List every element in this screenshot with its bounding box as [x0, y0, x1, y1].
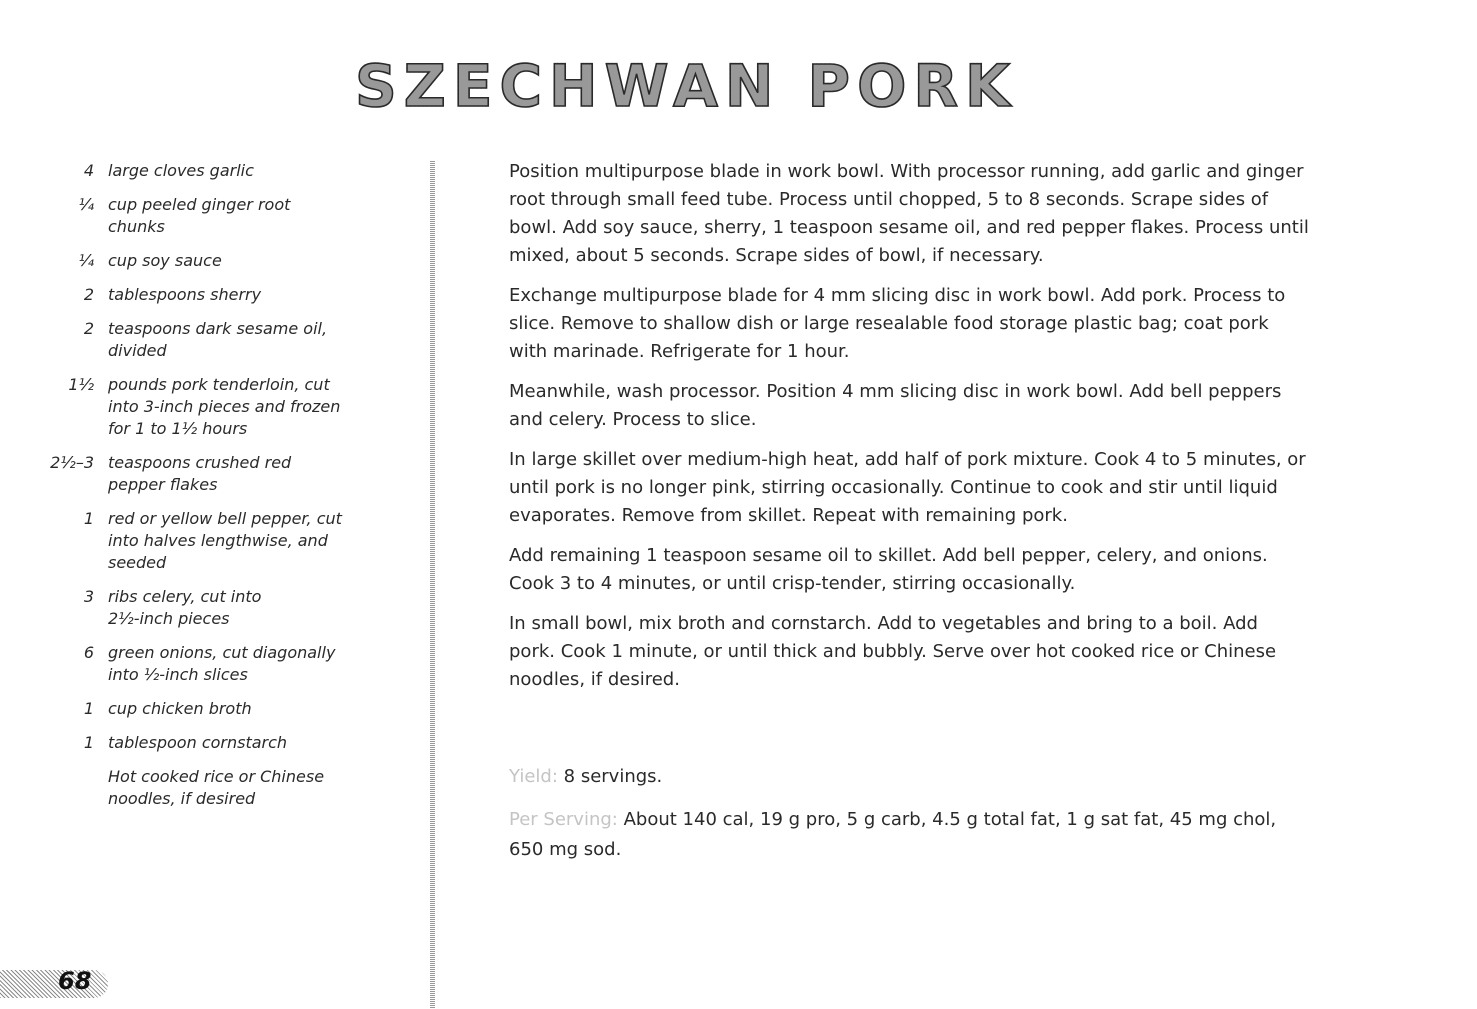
direction-step: Meanwhile, wash processor. Position 4 mm slicing disc in work bowl. Add bell peppers and celery. Process to slice.	[509, 381, 1282, 430]
ingredient-description: cup soy sauce	[108, 251, 222, 270]
directions	[509, 158, 1309, 706]
ingredient-item	[30, 160, 390, 182]
direction-step: In small bowl, mix broth and cornstarch. Add to vegetables and bring to a boil. Add pork. Cook 1 minute, or until thick and bubbly. Serve over hot cooked rice or Chinese noodles, if desired.	[509, 613, 1277, 690]
direction-step: Exchange multipurpose blade for 4 mm slicing disc in work bowl. Add pork. Process to slice. Remove to shallow dish or large resealable food storage plastic bag; coat pork with marinade. Refrigerate for 1 hour.	[509, 285, 1286, 362]
ingredient-quantity: 2	[83, 319, 94, 338]
ingredient-quantity: 1½	[68, 375, 94, 394]
ingredient-quantity: 1	[83, 733, 94, 752]
ingredient-quantity: 3	[83, 587, 94, 606]
ingredient-description: teaspoons dark sesame oil, divided	[108, 319, 328, 360]
ingredient-quantity: 2	[83, 285, 94, 304]
column-divider	[430, 160, 435, 1008]
nutrition-value: About 140 cal, 19 g pro, 5 g carb, 4.5 g total fat, 1 g sat fat, 45 mg chol, 650 mg sod.	[509, 809, 1277, 860]
yield-label: Yield:	[509, 766, 558, 787]
ingredient-description: ribs celery, cut into 2½-inch pieces	[108, 587, 262, 628]
ingredient-quantity: ¼	[78, 195, 94, 214]
direction-step: Position multipurpose blade in work bowl. With processor running, add garlic and ginger root through small feed tube. Process until chopped, 5 to 8 seconds. Scrape sides of bowl. Add soy sauce, sherry, 1 teaspoon sesame oil, and red pepper flakes. Process until mixed, about 5 seconds. Scrape sides of bowl, if necessary.	[509, 161, 1309, 266]
ingredient-quantity: 2½–3	[50, 453, 94, 472]
ingredient-item	[30, 194, 390, 238]
ingredient-description: tablespoon cornstarch	[108, 733, 288, 752]
ingredient-item	[30, 318, 390, 362]
ingredient-item	[30, 508, 390, 574]
ingredient-item	[30, 642, 390, 686]
ingredient-description: Hot cooked rice or Chinese noodles, if desired	[108, 767, 325, 808]
ingredient-quantity	[30, 766, 108, 810]
direction-step: Add remaining 1 teaspoon sesame oil to skillet. Add bell pepper, celery, and onions. Cook 3 to 4 minutes, or until crisp-tender, stirring occasionally.	[509, 545, 1268, 594]
ingredient-quantity: 1	[83, 699, 94, 718]
ingredient-description: teaspoons crushed red pepper flakes	[108, 453, 292, 494]
ingredient-quantity: 1	[83, 509, 94, 528]
ingredient-description: cup peeled ginger root chunks	[108, 195, 291, 236]
ingredient-item	[30, 586, 390, 630]
yield-value: 8 servings.	[563, 766, 663, 787]
ingredient-item	[30, 452, 390, 496]
ingredient-quantity: 4	[83, 161, 94, 180]
ingredient-quantity: ¼	[78, 251, 94, 270]
direction-step: In large skillet over medium-high heat, add half of pork mixture. Cook 4 to 5 minutes, or until pork is no longer pink, stirring occasionally. Continue to cook and stir until liquid evaporates. Remove from skillet. Repeat with remaining pork.	[509, 449, 1306, 526]
ingredient-description: pounds pork tenderloin, cut into 3-inch pieces and frozen for 1 to 1½ hours	[108, 375, 341, 438]
ingredient-item	[30, 284, 390, 306]
page-number: 68	[58, 967, 92, 995]
ingredient-quantity: 6	[83, 643, 94, 662]
page-number-tab	[0, 970, 108, 998]
ingredient-description: green onions, cut diagonally into ½-inch slices	[108, 643, 336, 684]
ingredient-item	[30, 732, 390, 754]
ingredient-item	[30, 250, 390, 272]
ingredient-description: large cloves garlic	[108, 161, 254, 180]
ingredient-description: tablespoons sherry	[108, 285, 262, 304]
ingredient-item	[30, 374, 390, 440]
ingredient-list	[30, 160, 390, 822]
ingredient-description: cup chicken broth	[108, 699, 252, 718]
nutrition-label: Per Serving:	[509, 809, 618, 830]
page-title: SZECHWAN PORK	[355, 52, 1017, 120]
ingredient-item	[30, 698, 390, 720]
nutrition-line	[509, 805, 1289, 865]
yield-line	[509, 763, 1309, 791]
ingredient-description: red or yellow bell pepper, cut into halves lengthwise, and seeded	[108, 509, 342, 572]
ingredient-item	[30, 766, 390, 810]
